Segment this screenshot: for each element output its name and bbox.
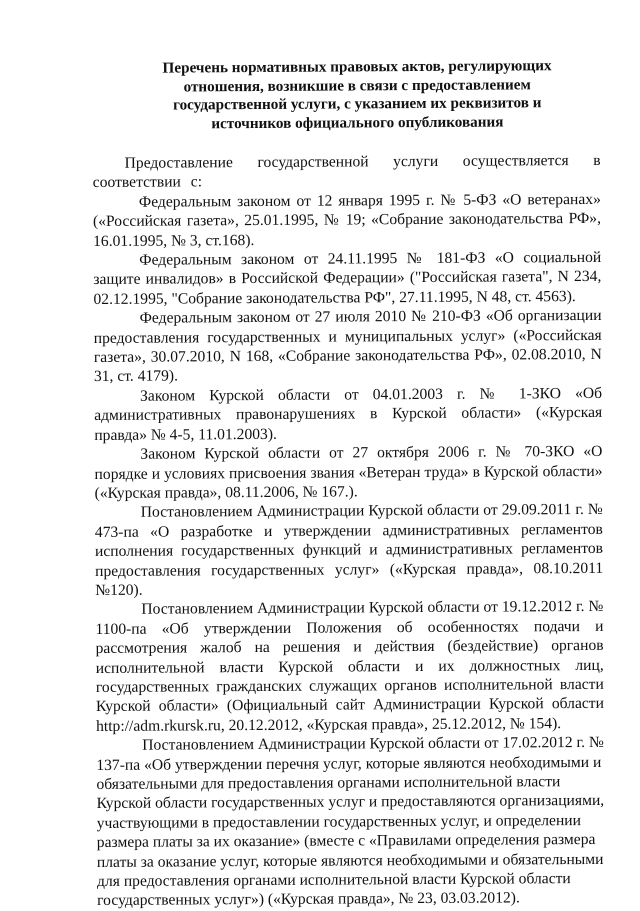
law-paragraph-administrative-regulations: Постановлением Администрации Курской области от 29.09.2011 г. № 473-па «О разработке и утверждении административных регламентов исполнения государственных функций и административных регламентов предоставления государственных услуг» («Курская правда», 08.10.2011 №120). (94, 501, 604, 599)
intro-paragraph: Предоставление государственной услуги осуществляется в соответствии с: (92, 151, 601, 192)
document-title: Перечень нормативных правовых актов, регулирующих отношения, возникшие в связи с предоставлением государственной услуги, с указанием их реквизитов и источников официального опубликования (162, 57, 552, 132)
law-paragraph-disabled-protection: Федеральным законом от 24.11.1995 № 181-ФЗ «О социальной защите инвалидов» в Российской Федерации» ("Российская газета", N 234, 02.12.1995, "Собрание законодательства РФ", 27.11.1995, N 48, ст. 4563). (93, 248, 602, 308)
law-paragraph-complaints: Постановлением Администрации Курской области от 19.12.2012 г. № 1100-па «Об утверждении Положения об особенностях подачи и рассмотрения жалоб на решения и действия (бездействие) органов исполнительной власти Курской области и их должностных лиц, государственных гражданских служащих органов исполнительной власти Курской области» (Официальный сайт Администрации Курской области http://adm.rkursk.ru, 20.12.2012, «Курская правда», 25.12.2012, № 154). (95, 598, 604, 735)
document-body (93, 151, 606, 911)
law-paragraph-administrative-offenses: Законом Курской области от 04.01.2003 г. № 1-ЗКО «Об административных правонарушениях в Курской области» («Курская правда» № 4-5, 11.01.2003). (94, 384, 603, 444)
law-paragraph-public-services: Федеральным законом от 27 июля 2010 № 210-ФЗ «Об организации предоставления государственных и муниципальных услуг» («Российская газета», 30.07.2010, N 168, «Собрание законодательства РФ», 02.08.2010, N 31, ст. 4179). (93, 307, 602, 386)
law-paragraph-veterans: Федеральным законом от 12 января 1995 г. № 5-ФЗ «О ветеранах» («Российская газета», 25.01.1995, № 19; «Собрание законодательства РФ», 16.01.1995, № 3, ст.168). (92, 190, 602, 250)
law-paragraph-necessary-services: Постановлением Администрации Курской области от 17.02.2012 г. № 137-па «Об утверждении перечня услуг, которые являются необходимыми и обязательными для предоставления органами исполнительной власти Курской области государственных услуг и предоставляются организациями, участвующими в предоставлении государственных услуг, и определении размера платы за их оказание» (вместе с «Правилами определения размера платы за оказание услуг, которые являются необходимыми и обязательными для предоставления органами исполнительной власти Курской области государственных услуг») («Курская правда», № 23, 03.03.2012). (96, 734, 605, 910)
document-page (92, 57, 605, 911)
law-paragraph-labor-veteran-title: Законом Курской области от 27 октября 2006 г. № 70-ЗКО «О порядке и условиях присвоения звания «Ветеран труда» в Курской области» («Курская правда», 08.11.2006, № 167.). (94, 442, 603, 502)
